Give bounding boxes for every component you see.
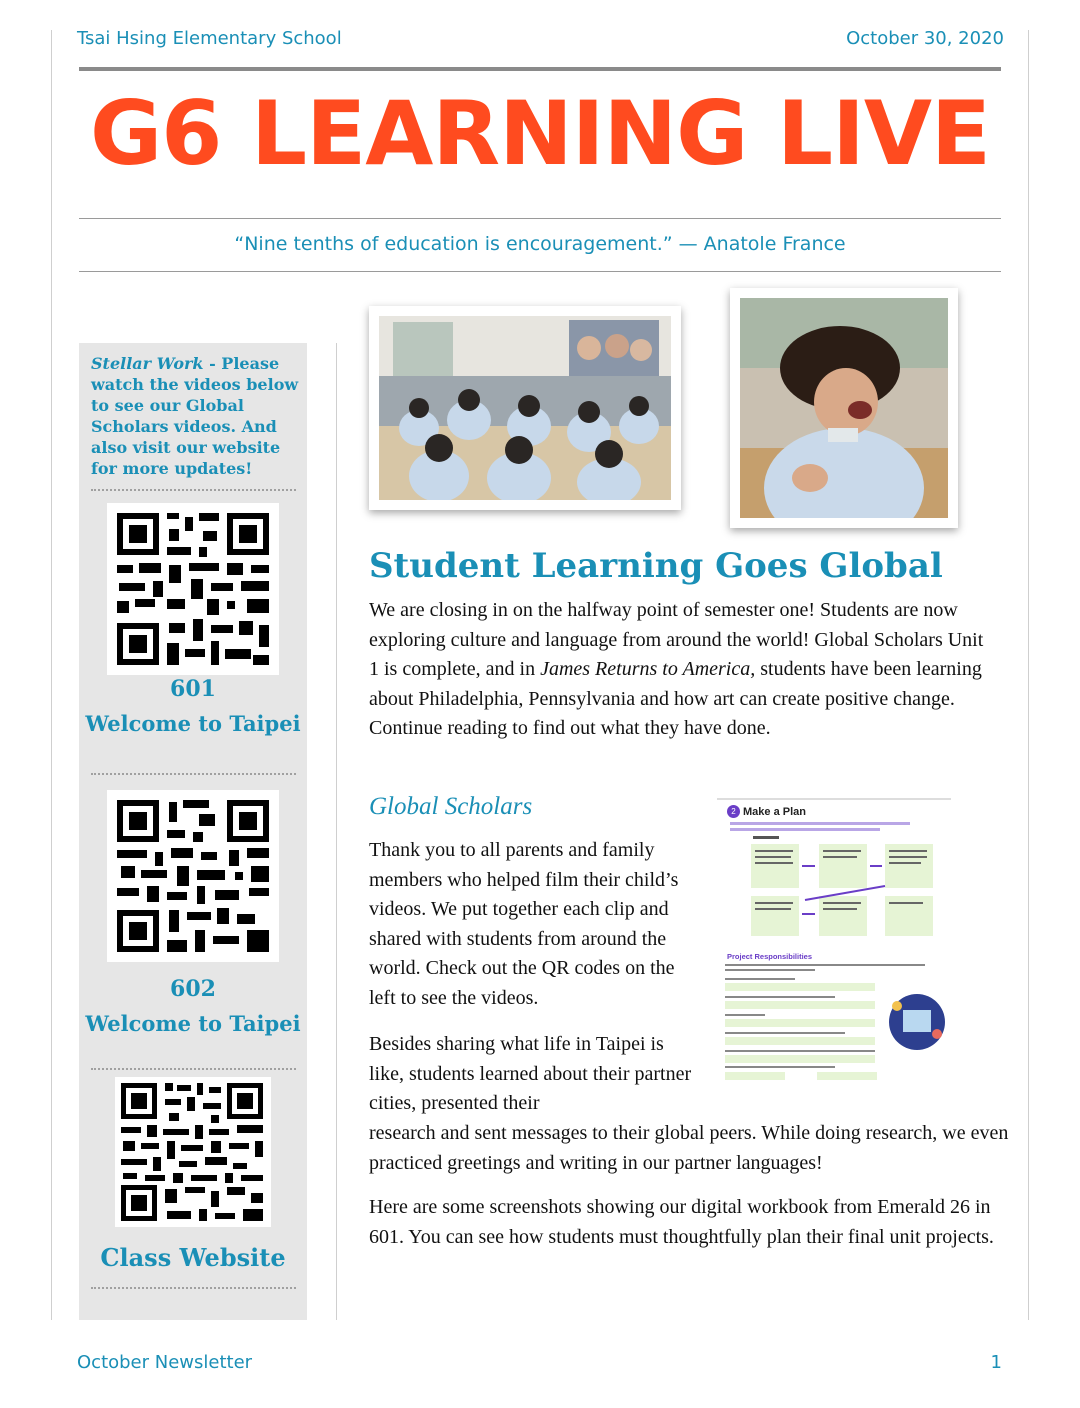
dotted-divider [91,1068,296,1070]
quote-top-rule [79,218,1001,219]
classroom-photo [369,306,681,510]
quote-bottom-rule [79,271,1001,272]
article-headline: Student Learning Goes Global [369,546,943,586]
student-photo [730,288,958,528]
sidebar-intro-emphasis: Stellar Work [91,354,204,373]
qr-601-number: 601 [170,676,216,702]
qr-code-601[interactable] [107,503,279,675]
sidebar-intro [91,353,301,479]
page-border-right [1028,30,1029,1320]
intro-text-2: students have been learning about Philadelphia, Pennsylvania and how art can create positive change. Continue reading to find out what they have done. [369,658,982,739]
paragraph-screenshots: Here are some screenshots showing our digital workbook from Emerald 26 in 601. You can see how students must thoughtfully plan their final unit projects. [369,1196,994,1248]
workbook-step-number: 2 [727,805,740,818]
paragraph-sharing-part2: research and sent messages to their global peers. While doing research, we even practiced greetings and writing in our partner languages! [369,1122,1009,1174]
qr-601-caption[interactable]: Welcome to Taipei [85,711,301,736]
qr-602-caption[interactable]: Welcome to Taipei [85,1011,301,1036]
qr-code-602[interactable] [107,790,279,962]
workbook-section-title: Project Responsibilities [727,952,813,961]
dotted-divider [91,1287,296,1289]
qr-601-icon [107,503,279,675]
class-website-caption[interactable]: Class Website [100,1243,286,1272]
masthead-rule [79,67,1001,71]
paragraph-thanks: Thank you to all parents and family members who helped film their child’s videos. We put together each clip and shared with students from around the world. Check out the QR codes on the left to see the videos. [369,839,679,1009]
article-intro [369,596,989,744]
paragraph-sharing-part1: Besides sharing what life in Taipei is like, students learned about their partner cities, presented their [369,1033,692,1114]
classroom-photo-image [379,316,671,500]
qr-website-icon [115,1077,271,1227]
page-number: 1 [990,1352,1002,1373]
page-border-left [51,30,52,1320]
qr-code-class-website[interactable] [115,1077,271,1227]
workbook-title: Make a Plan [743,806,806,818]
book-title: James Returns to America, [540,658,756,680]
workbook-plan-grid-icon [725,822,945,947]
issue-date: October 30, 2020 [846,28,1004,49]
workbook-responsibilities-icon [725,962,951,1082]
qr-602-icon [107,790,279,962]
dotted-divider [91,773,296,775]
column-divider [336,343,337,1320]
quote: “Nine tenths of education is encouragement.” — Anatole France [234,233,846,255]
student-photo-image [740,298,948,518]
sidebar [79,343,307,1320]
dotted-divider [91,489,296,491]
sidebar-intro-text: - Please watch the videos below to see our Global Scholars videos. And also visit our website for more updates! [91,354,299,478]
footer-newsletter-name: October Newsletter [77,1352,253,1373]
qr-602-number: 602 [170,976,216,1002]
newsletter-title: G6 LEARNING LIVE [89,82,991,185]
intro-text-1: We are closing in on the halfway point of semester one! Students are now exploring culture and language from around the world! Global Scholars Unit 1 is complete, and in [369,599,984,680]
workbook-screenshot [717,798,951,1084]
school-name: Tsai Hsing Elementary School [77,28,342,49]
section-subhead: Global Scholars [369,793,533,820]
